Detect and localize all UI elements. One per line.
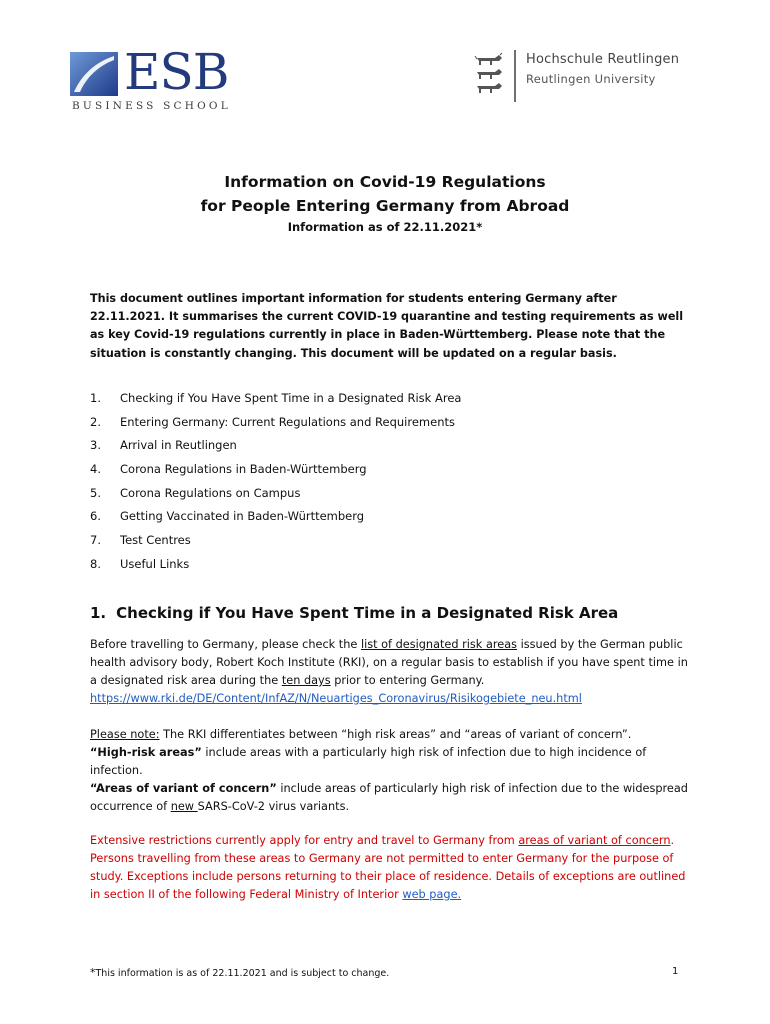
variant-of-concern-term: “Areas of variant of concern” <box>90 782 277 795</box>
esb-business-school-logo <box>70 43 245 116</box>
document-title-line-1: Information on Covid-19 Regulations <box>224 173 546 191</box>
document-title-block <box>0 170 770 234</box>
toc-item-number: 7. <box>90 533 101 548</box>
toc-item-label: Getting Vaccinated in Baden-Württemberg <box>120 509 365 524</box>
toc-item-number: 1. <box>90 391 101 405</box>
footnote <box>90 966 389 979</box>
rki-risk-areas-url-link[interactable]: https://www.rki.de/DE/Content/InfAZ/N/Neuartiges_Coronavirus/Risikogebiete_neu.html <box>90 692 582 705</box>
toc-item[interactable] <box>90 459 670 483</box>
toc-item-label: Entering Germany: Current Regulations and Requirements <box>120 414 455 429</box>
toc-item[interactable] <box>90 435 670 459</box>
toc-item[interactable] <box>90 388 670 412</box>
high-risk-areas-term: “High-risk areas” <box>90 746 202 759</box>
risk-areas-list-link[interactable]: list of designated risk areas <box>360 638 518 651</box>
toc-item-label: Arrival in Reutlingen <box>120 438 237 453</box>
page-number: 1 <box>672 966 679 977</box>
reutlingen-university-logo <box>474 50 704 104</box>
ministry-web-page-link[interactable]: web page. <box>402 888 462 901</box>
toc-item-label: Checking if You Have Spent Time in a Designated Risk Area <box>120 391 462 405</box>
logo-divider <box>514 50 516 102</box>
toc-item-number: 2. <box>90 414 101 429</box>
toc-item[interactable] <box>90 483 670 507</box>
toc-item-number: 5. <box>90 485 101 500</box>
section-title: Checking if You Have Spent Time in a Designated Risk Area <box>116 604 619 622</box>
please-note-label: Please note: <box>90 728 160 741</box>
ten-days-emphasis: ten days <box>281 674 331 687</box>
toc-item-label: Corona Regulations on Campus <box>120 485 301 500</box>
risk-area-definitions-paragraph: Please note: The RKI differentiates between “high risk areas” and “areas of variant of concern”. “High-risk areas” include areas with a particularly high risk of infection due to high incidence of infection. “Areas of variant of concern” include areas of particularly high risk of infection due to the widespread occurrence of new SARS-CoV-2 virus variants. <box>90 728 688 813</box>
toc-item-number: 8. <box>90 556 101 571</box>
toc-item-number: 3. <box>90 438 101 453</box>
intro-paragraph: This document outlines important information for students entering Germany after 22.11.2021. It summarises the current COVID-19 quarantine and testing requirements as well as key Covid-19 regulations currently in place in Baden-Württemberg. Please note that the situation is constantly changing. This document will be updated on a regular basis. <box>90 292 684 360</box>
footnote-marker: * <box>90 966 96 979</box>
toc-item-label: Test Centres <box>120 533 191 548</box>
toc-item-number: 4. <box>90 462 101 477</box>
entry-restrictions-warning: Extensive restrictions currently apply for entry and travel to Germany from areas of variant of concern. Persons travelling from these areas to Germany are not permitted to enter Germany for the purpose of study. Exceptions include persons returning to their place of residence. Details of exceptions are outlined in section II of the following Federal Ministry of Interior web page. <box>90 834 686 901</box>
section-1-heading <box>90 604 618 622</box>
document-title-line-2: for People Entering Germany from Abroad <box>200 197 570 215</box>
esb-logo-subtitle: BUSINESS SCHOOL <box>72 100 231 112</box>
information-date: Information as of 22.11.2021* <box>287 220 483 234</box>
variant-of-concern-areas-link[interactable]: areas of variant of concern <box>518 834 671 847</box>
toc-item-number: 6. <box>90 509 101 524</box>
section-number: 1. <box>90 604 107 622</box>
toc-item[interactable] <box>90 554 670 578</box>
footnote-text: This information is as of 22.11.2021 and is subject to change. <box>95 968 390 979</box>
toc-item-label: Useful Links <box>120 556 190 571</box>
toc-item[interactable] <box>90 412 670 436</box>
toc-item[interactable] <box>90 506 670 530</box>
toc-item-label: Corona Regulations in Baden-Württemberg <box>120 462 367 477</box>
toc-item[interactable] <box>90 530 670 554</box>
university-name: Hochschule Reutlingen <box>526 52 680 67</box>
esb-logo-text: ESB <box>124 43 229 101</box>
lions-coat-of-arms-icon <box>474 52 506 100</box>
university-name-english: Reutlingen University <box>526 72 656 86</box>
new-emphasis: new <box>170 800 198 813</box>
table-of-contents <box>90 388 670 578</box>
esb-logo-mark-icon <box>70 52 118 96</box>
risk-area-check-paragraph: Before travelling to Germany, please check the list of designated risk areas issued by the German public health advisory body, Robert Koch Institute (RKI), on a regular basis to establish if you have spent time in a designated risk area during the ten days prior to entering Germany. https://www.rki.de/DE/Content/InfAZ/N/Neuartiges_Coronavirus/Risikogebiete_neu.html <box>90 638 688 705</box>
